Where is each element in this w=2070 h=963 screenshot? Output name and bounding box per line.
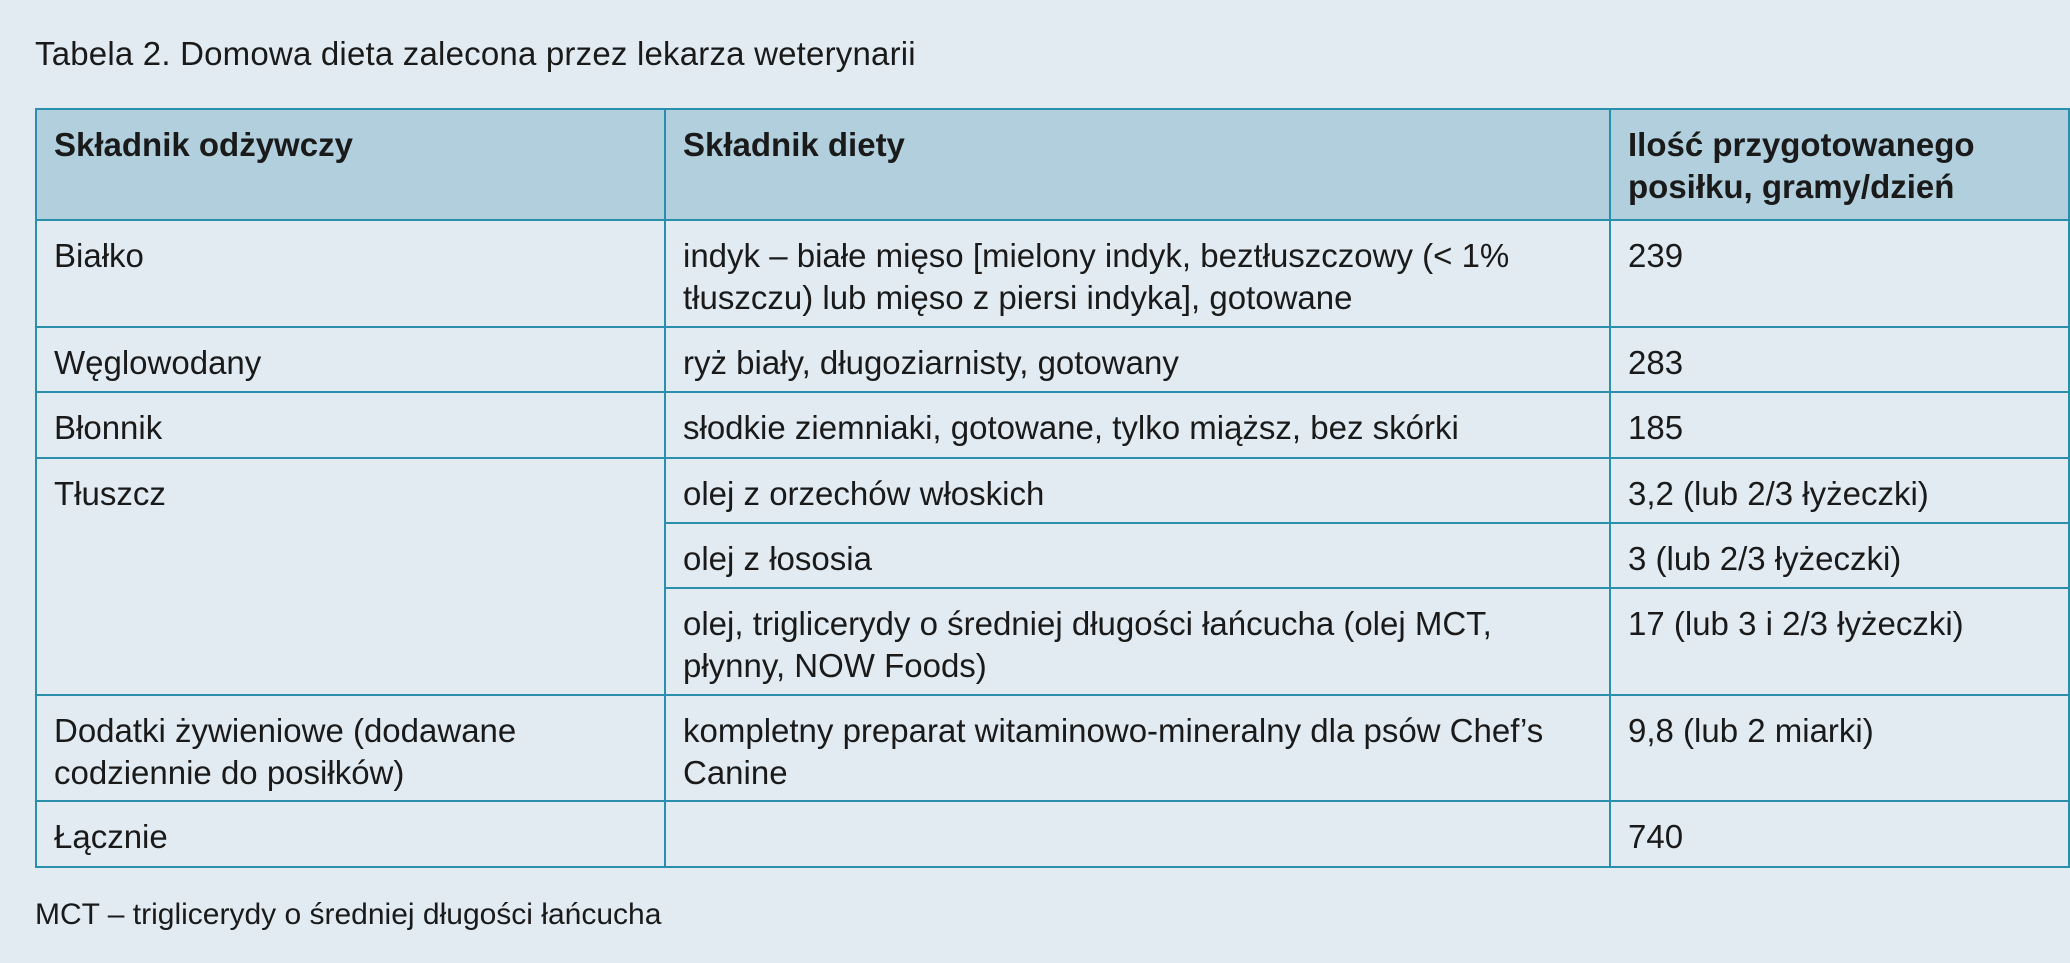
cell-ingredient: olej z łososia <box>665 523 1610 588</box>
cell-amount: 17 (lub 3 i 2/3 łyżeczki) <box>1610 588 2069 695</box>
cell-ingredient: kompletny preparat witaminowo-mineralny dla psów Chef’s Canine <box>665 695 1610 801</box>
table-footnote: MCT – triglicerydy o średniej długości łańcucha <box>35 898 662 931</box>
cell-ingredient: słodkie ziemniaki, gotowane, tylko miąższ, bez skórki <box>665 392 1610 458</box>
cell-ingredient: ryż biały, długoziarnisty, gotowany <box>665 327 1610 392</box>
cell-amount: 239 <box>1610 220 2069 327</box>
cell-ingredient <box>665 801 1610 867</box>
diet-table <box>35 108 2070 868</box>
header-nutrient: Składnik odżywczy <box>36 109 665 220</box>
table-row <box>36 392 2069 458</box>
table-row-total <box>36 801 2069 867</box>
cell-nutrient: Łącznie <box>36 801 665 867</box>
cell-ingredient: indyk – białe mięso [mielony indyk, beztłuszczowy (< 1% tłuszczu) lub mięso z piersi indyka], gotowane <box>665 220 1610 327</box>
cell-nutrient: Dodatki żywieniowe (dodawane codziennie do posiłków) <box>36 695 665 801</box>
cell-nutrient: Tłuszcz <box>36 458 665 695</box>
header-ingredient: Składnik diety <box>665 109 1610 220</box>
cell-amount: 3,2 (lub 2/3 łyżeczki) <box>1610 458 2069 523</box>
cell-amount: 185 <box>1610 392 2069 458</box>
table-row <box>36 220 2069 327</box>
cell-nutrient: Węglowodany <box>36 327 665 392</box>
cell-ingredient: olej z orzechów włoskich <box>665 458 1610 523</box>
table-row <box>36 327 2069 392</box>
header-amount: Ilość przygotowanego posiłku, gramy/dzień <box>1610 109 2069 220</box>
cell-nutrient: Białko <box>36 220 665 327</box>
table-header-row <box>36 109 2069 220</box>
cell-amount: 3 (lub 2/3 łyżeczki) <box>1610 523 2069 588</box>
cell-nutrient: Błonnik <box>36 392 665 458</box>
cell-ingredient: olej, triglicerydy o średniej długości łańcucha (olej MCT, płynny, NOW Foods) <box>665 588 1610 695</box>
cell-amount: 9,8 (lub 2 miarki) <box>1610 695 2069 801</box>
cell-amount: 283 <box>1610 327 2069 392</box>
table-row <box>36 458 2069 523</box>
table-caption: Tabela 2. Domowa dieta zalecona przez lekarza weterynarii <box>35 35 916 72</box>
cell-amount: 740 <box>1610 801 2069 867</box>
table-row <box>36 695 2069 801</box>
